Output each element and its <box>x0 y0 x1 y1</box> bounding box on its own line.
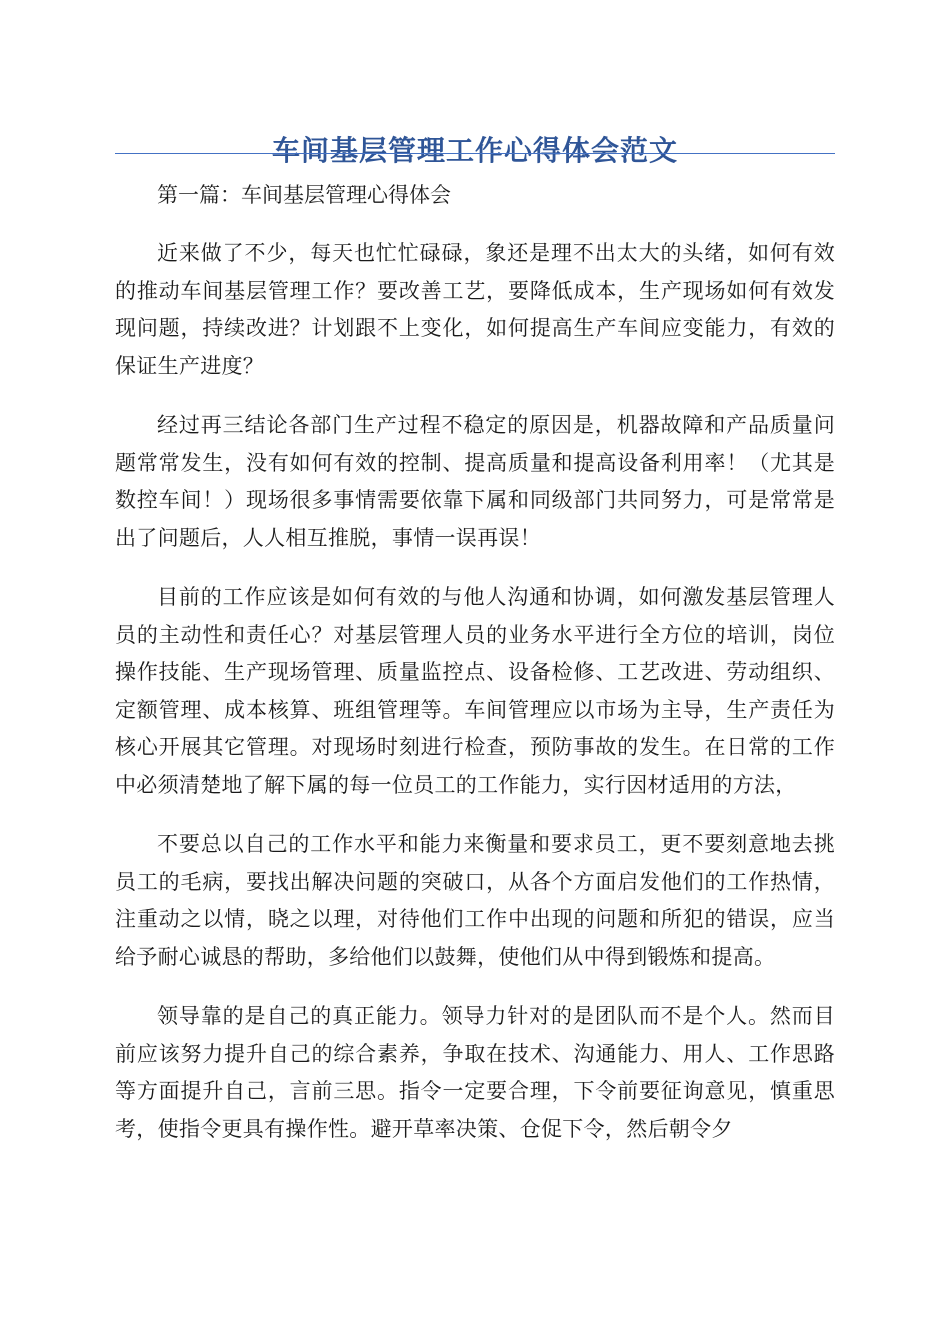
paragraph: 目前的工作应该是如何有效的与他人沟通和协调，如何激发基层管理人员的主动性和责任心？对基层管理人员的业务水平进行全方位的培训，岗位操作技能、生产现场管理、质量监控点、设备检修、工艺改进、劳动组织、定额管理、成本核算、班组管理等。车间管理应以市场为主导，生产责任为核心开展其它管理。对现场时刻进行检查，预防事故的发生。在日常的工作中必须清楚地了解下属的每一位员工的工作能力，实行因材适用的方法， <box>115 585 835 797</box>
paragraph: 不要总以自己的工作水平和能力来衡量和要求员工，更不要刻意地去挑员工的毛病，要找出解决问题的突破口，从各个方面启发他们的工作热情，注重动之以情，晓之以理，对待他们工作中出现的问题和所犯的错误，应当给予耐心诚恳的帮助，多给他们以鼓舞，使他们从中得到锻炼和提高。 <box>115 832 835 969</box>
paragraph: 经过再三结论各部门生产过程不稳定的原因是，机器故障和产品质量问题常常发生，没有如何有效的控制、提高质量和提高设备利用率！（尤其是数控车间！）现场很多事情需要依靠下属和同级部门共同努力，可是常常是出了问题后，人人相互推脱，事情一误再误！ <box>115 413 835 550</box>
document-title: 车间基层管理工作心得体会范文 <box>271 133 678 167</box>
title-underline <box>115 153 835 154</box>
document-body <box>115 178 835 1170</box>
paragraph: 领导靠的是自己的真正能力。领导力针对的是团队而不是个人。然而目前应该努力提升自己的综合素养，争取在技术、沟通能力、用人、工作思路等方面提升自己，言前三思。指令一定要合理，下令前要征询意见，慎重思考，使指令更具有操作性。避开草率决策、仓促下令，然后朝令夕 <box>115 1004 835 1141</box>
section-heading: 第一篇：车间基层管理心得体会 <box>157 183 451 207</box>
paragraph: 近来做了不少，每天也忙忙碌碌，象还是理不出太大的头绪，如何有效的推动车间基层管理工作？要改善工艺，要降低成本，生产现场如何有效发现问题，持续改进？计划跟不上变化，如何提高生产车间应变能力，有效的保证生产进度？ <box>115 241 835 378</box>
